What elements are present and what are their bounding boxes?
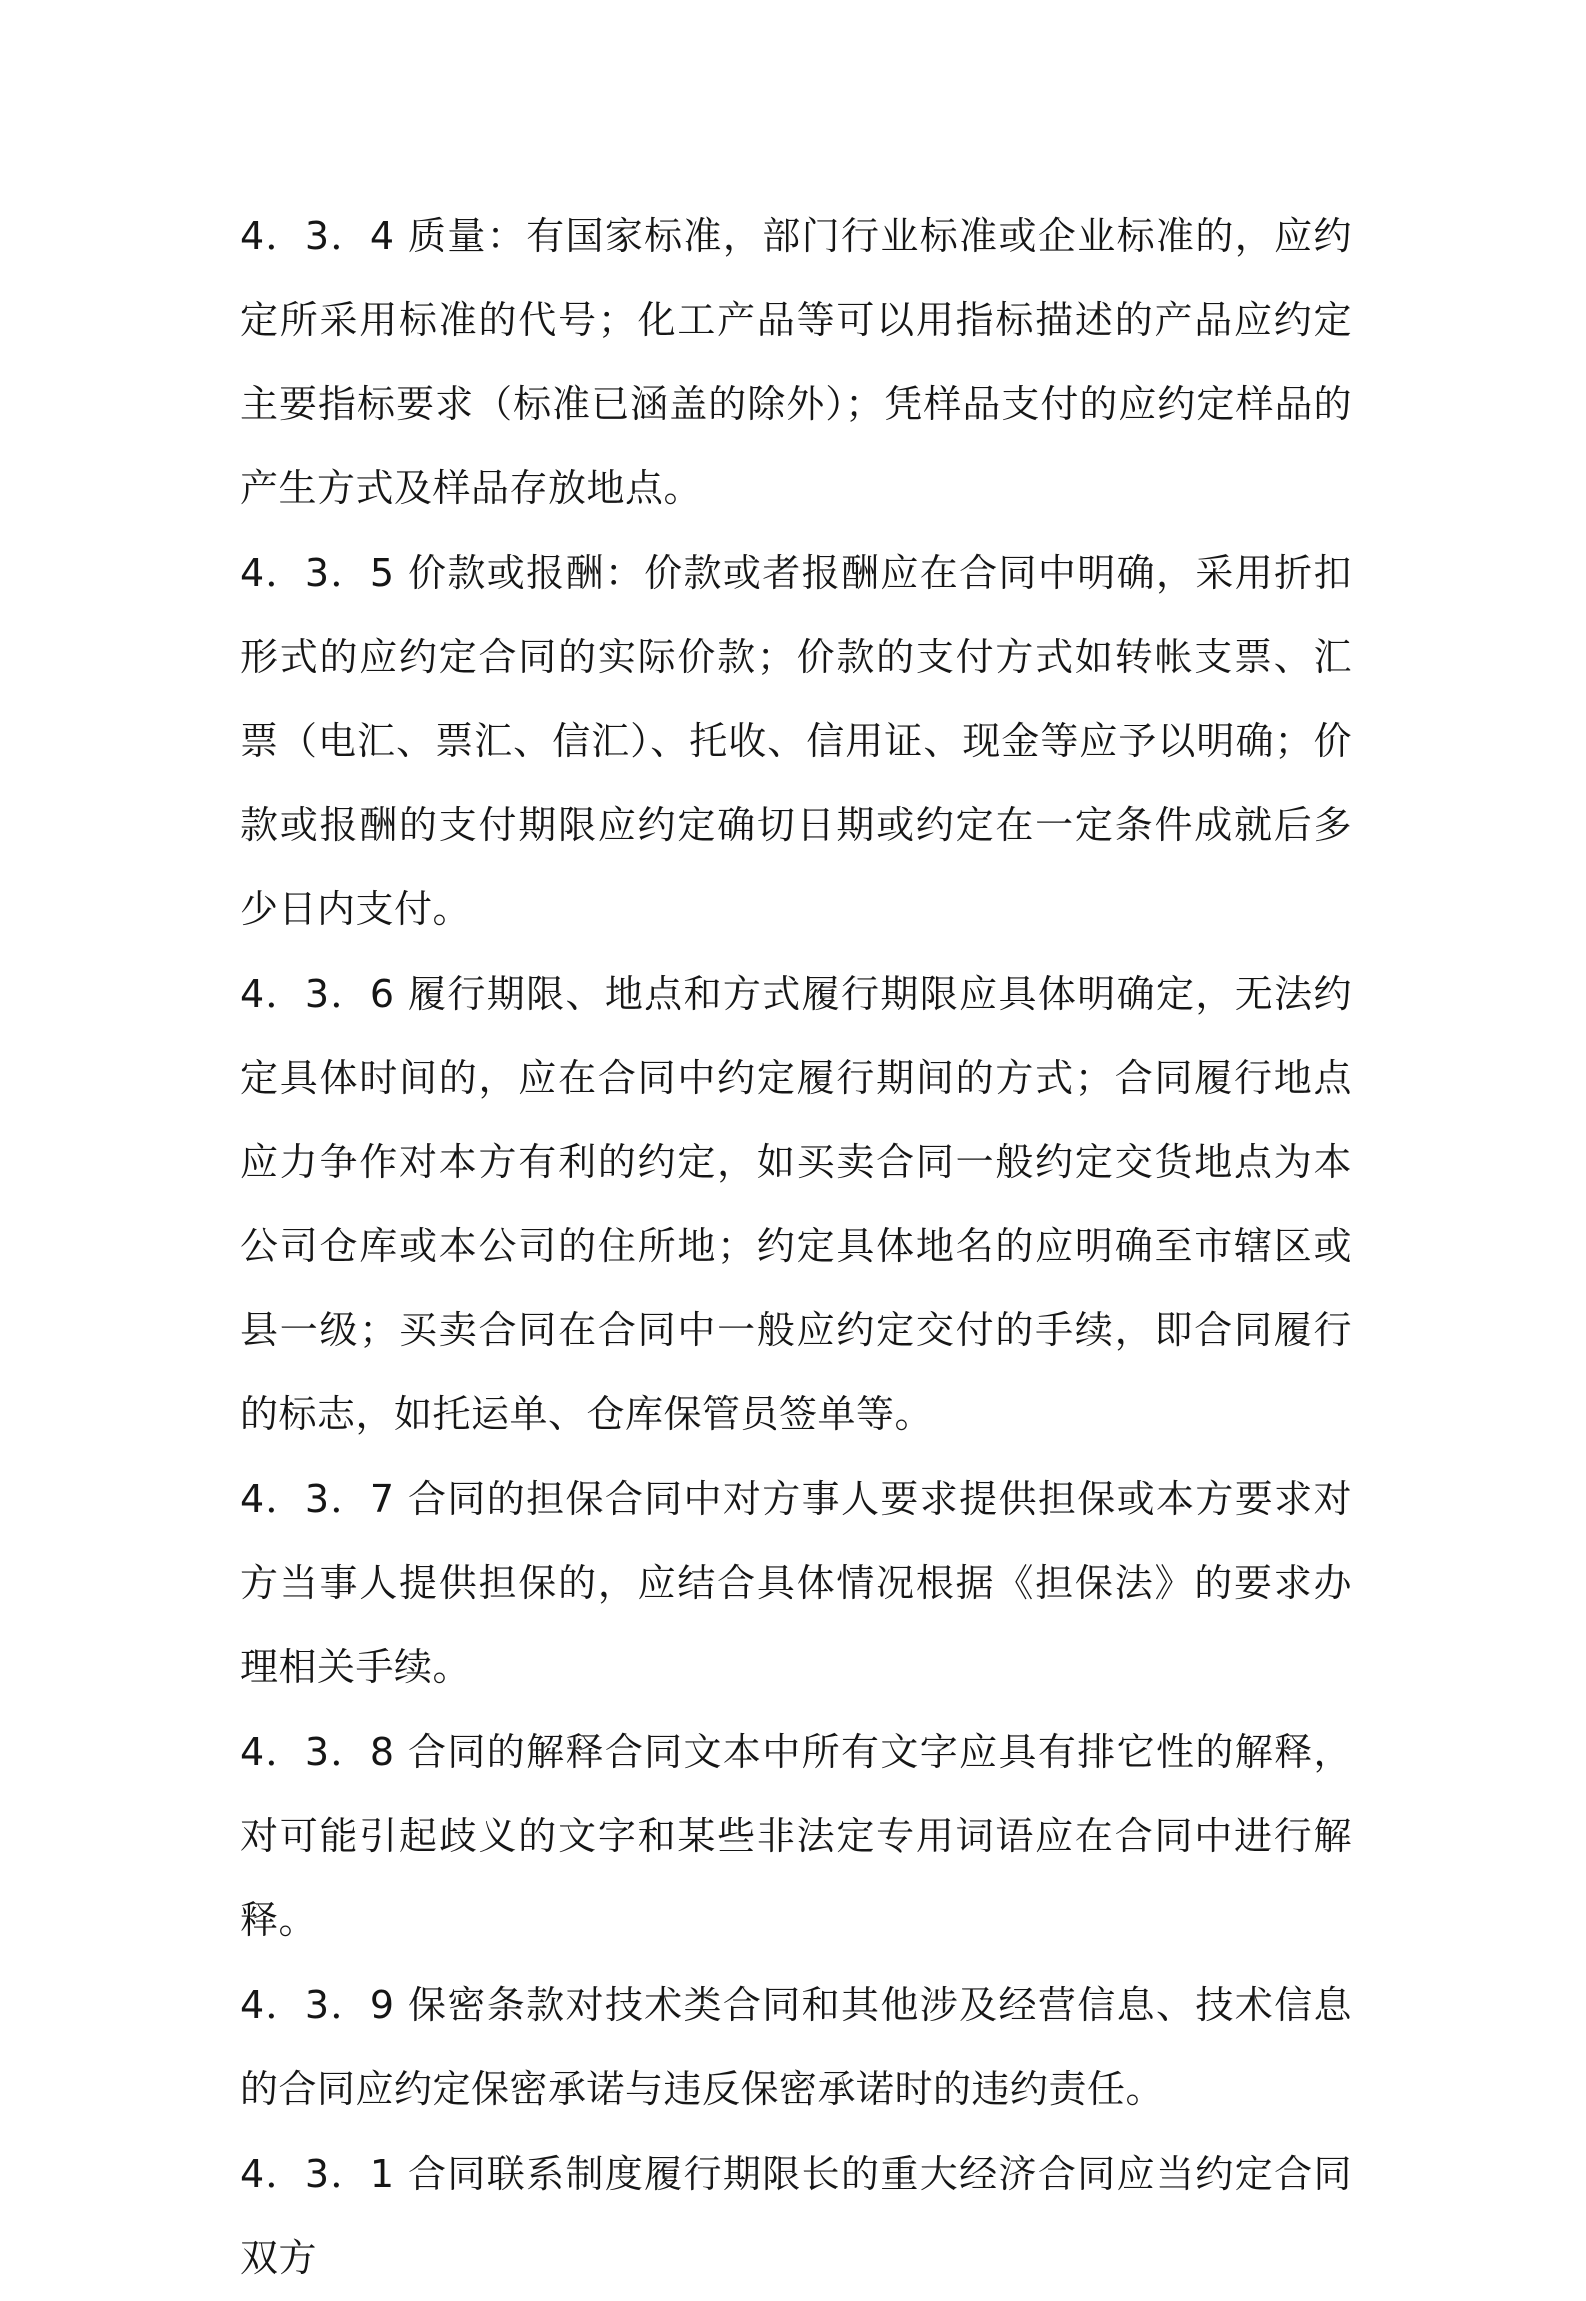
clause-4-3-6: 4．3．6 履行期限、地点和方式履行期限应具体明确定，无法约定具体时间的，应在合同中约定履行期间的方式；合同履行地点应力争作对本方有利的约定，如买卖合同一般约定交货地点为本公司仓库或本公司的住所地；约定具体地名的应明确至市辖区或县一级；买卖合同在合同中一般应约定交付的手续，即合同履行的标志，如托运单、仓库保管员签单等。 [240, 972, 1352, 1436]
clause-4-3-9: 4．3．9 保密条款对技术类合同和其他涉及经营信息、技术信息的合同应约定保密承诺与违反保密承诺时的违约责任。 [240, 1983, 1352, 2111]
clause-4-3-8: 4．3．8 合同的解释合同文本中所有文字应具有排它性的解释，对可能引起歧义的文字和某些非法定专用词语应在合同中进行解释。 [240, 1730, 1352, 1942]
clause-4-3-1: 4．3．1 合同联系制度履行期限长的重大经济合同应当约定合同双方 [240, 2152, 1352, 2280]
clause-4-3-5: 4．3．5 价款或报酬：价款或者报酬应在合同中明确，采用折扣形式的应约定合同的实际价款；价款的支付方式如转帐支票、汇票（电汇、票汇、信汇）、托收、信用证、现金等应予以明确；价款或报酬的支付期限应约定确切日期或约定在一定条件成就后多少日内支付。 [240, 551, 1352, 931]
clause-4-3-4: 4．3．4 质量：有国家标准，部门行业标准或企业标准的，应约定所采用标准的代号；化工产品等可以用指标描述的产品应约定主要指标要求（标准已涵盖的除外）；凭样品支付的应约定样品的产生方式及样品存放地点。 [240, 214, 1352, 510]
clause-4-3-7: 4．3．7 合同的担保合同中对方事人要求提供担保或本方要求对方当事人提供担保的，应结合具体情况根据《担保法》的要求办理相关手续。 [240, 1477, 1352, 1689]
document-page [240, 194, 1352, 2301]
